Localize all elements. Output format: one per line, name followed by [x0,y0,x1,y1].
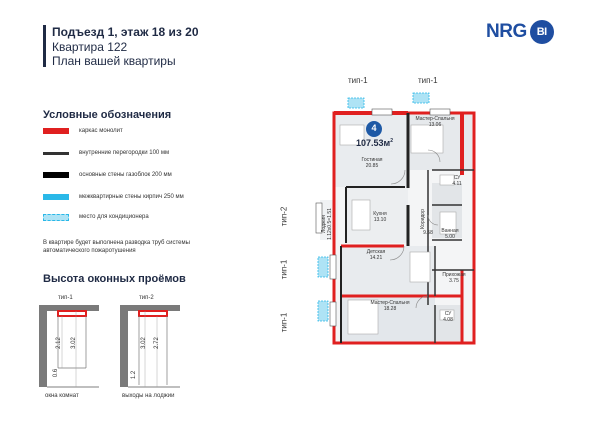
logo-text: NRG [486,21,527,43]
plan-side-window-tag-2: тип-1 [279,259,289,280]
legend-title: Условные обозначения [43,109,172,121]
legend-item-brick: межквартирные стены кирпич 250 мм [43,192,184,202]
total-area-unit-sup: 2 [390,138,393,144]
room-kitchen: Кухня 13.10 [373,211,387,223]
room-bathroom-1: СУ 4.11 [452,175,462,187]
apartment-number: Квартира 122 [52,40,128,54]
type2-dim-a: 3.02 [140,337,147,349]
rooms-count-badge: 4 [371,123,377,133]
room-living: Гостиная 20.85 [361,157,383,169]
window-type2-label: тип-2 [139,295,154,301]
entrance-floor-title: Подъезд 1, этаж 18 из 20 [52,25,199,39]
room-bath: Ванная 5.00 [441,228,459,240]
window-type2-diagram [120,305,180,387]
type1-dim-a: 2.12 [55,337,62,349]
total-area [356,138,393,148]
plan-top-window-tag-2: тип-1 [418,76,438,85]
logo-badge: BI [530,20,554,44]
window-heights-title: Высота оконных проёмов [43,273,186,285]
plan-subtitle: План вашей квартиры [52,54,176,68]
room-kids: Детская 14.21 [366,249,386,261]
room-hall: Прихожая 3.75 [442,272,466,284]
room-master-bedroom-2: Мастер-Спальня 18.28 [370,300,410,312]
sprinkler-note: В квартире будет выполнена разводка труб системы автоматического пожаротушения [43,240,190,254]
legend-item-ac: место для кондиционера [43,212,149,222]
legend-item-monolith: каркас монолит [43,126,123,136]
room-bathroom-2: СУ 4.08 [443,311,453,323]
legend-item-partitions: внутренние перегородки 100 мм [43,148,169,158]
type1-dim-c: 0.6 [53,368,60,378]
room-loggia: Лоджия 1.12x0.5=1.51 [321,208,333,240]
plan-side-window-tag-3: тип-1 [279,312,289,333]
window-type1-diagram [39,305,99,387]
type1-caption: окна комнат [45,393,79,399]
plan-top-window-tag-1: тип-1 [348,76,368,85]
room-corridor-area: 9.58 [423,230,433,236]
type2-caption: выходы на лоджии [122,393,175,399]
room-corridor: Коридор [420,209,426,229]
total-area-value: 107.53м [356,138,391,148]
type2-dim-c: 1.2 [131,370,138,380]
type2-dim-b: 2.72 [153,337,160,349]
type1-dim-b: 3.02 [70,337,77,349]
plan-side-window-tag-1: тип-2 [279,206,289,227]
window-type1-label: тип-1 [58,295,73,301]
room-master-bedroom-1: Мастер-Спальня 13.06 [415,116,455,128]
legend-item-gasblock: основные стены газоблок 200 мм [43,170,172,180]
